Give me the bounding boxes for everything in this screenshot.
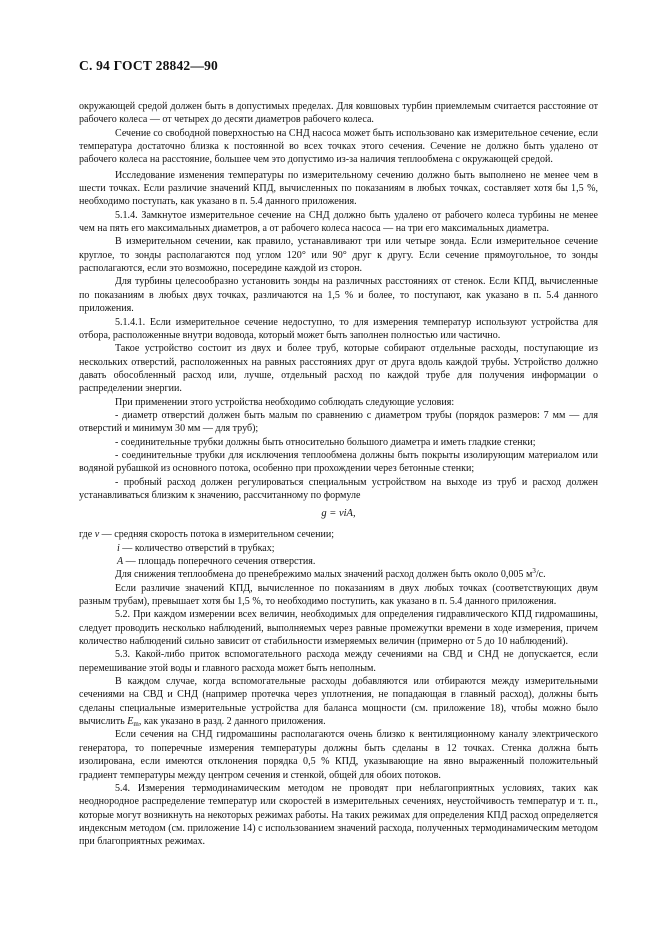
- list-item: - соединительные трубки для исключения теплообмена должны быть покрыты изолирующим материалом или водяной рубашкой из основного потока, особенно при прохождении через бетонные стенки;: [79, 449, 598, 475]
- definition-text: — количество отверстий в трубках;: [119, 542, 275, 554]
- where-prefix: где: [79, 529, 95, 541]
- page-header: С. 94 ГОСТ 28842—90: [79, 58, 218, 73]
- paragraph-text: , как указано в разд. 2 данного приложения.: [138, 716, 326, 728]
- document-page: [79, 58, 598, 849]
- paragraph: 5.3. Какой-либо приток вспомогательного расхода между сечениями на СВД и СНД не допускается, если перемешивание этой воды и главного расхода может быть неполным.: [79, 649, 598, 674]
- paragraph: Исследование изменения температуры по измерительному сечению должно быть выполнено не менее чем в шести точках. Если различие значений КПД, вычисленных по показаниям в любых точках, составляет хотя бы 1,5 %, необходимо поступать, как указано в п. 5.4 данного приложения.: [79, 169, 598, 208]
- list-item: - пробный расход должен регулироваться специальным устройством на выходе из труб и расход должен устанавливаться близким к значению, рассчитанному по формуле: [79, 476, 598, 501]
- symbol-v: v: [94, 529, 100, 541]
- paragraph: [79, 675, 598, 728]
- subscript: m: [133, 720, 139, 729]
- formula: g = viA,: [321, 508, 356, 520]
- list-item: - соединительные трубки должны быть относительно большого диаметра и иметь гладкие стенки;: [115, 436, 536, 448]
- paragraph: В измерительном сечении, как правило, устанавливают три или четыре зонда. Если измерительное сечение круглое, то зонды располагаются под углом 120° или 90° друг к другу. Если сечение прямоугольное, то зонды располагаются, если это возможно, посередине каждой из сторон.: [79, 236, 598, 275]
- paragraph: 5.1.4.1. Если измерительное сечение недоступно, то для измерения температур используют устройства для отбора, расположенные внутри водовода, который может быть заполнен полностью или частично.: [79, 316, 598, 341]
- list-item: - диаметр отверстий должен быть малым по сравнению с диаметром трубы (порядок размеров: 7 мм — для отверстий и минимум 30 мм — для труб);: [79, 409, 598, 435]
- definition-text: — средняя скорость потока в измерительном сечении;: [99, 529, 335, 541]
- definition-line: [79, 528, 598, 541]
- paragraph: Для турбины целесообразно установить зонды на различных расстояниях от стенок. Если КПД, вычисленные по показаниям в любых двух точках, различаются на 1,5 % и более, то поступают, как указано в п. 5.4 данного приложения.: [79, 276, 598, 315]
- definition-line: [79, 555, 598, 568]
- paragraph-text: Для снижения теплообмена до пренебрежимо малых значений расход должен быть около 0,005 м: [115, 569, 533, 581]
- superscript: 3: [532, 567, 536, 576]
- paragraph: Сечение со свободной поверхностью на СНД насоса может быть использовано как измерительное сечение, если температура достаточно близка к постоянной во всех точках этого сечения. Сечение не должно быть удалено от рабочего колеса на расстояние, большее чем это допустимо из-за наличия теплообмена с окружающей средой.: [79, 127, 598, 166]
- symbol-i: i: [117, 542, 120, 554]
- paragraph-text: /с.: [535, 569, 546, 581]
- paragraph: 5.4. Измерения термодинамическим методом не проводят при неблагоприятных условиях, таких как неоднородное распределение температур или скоростей в измерительных сечениях, неустойчивость температур и т. п., которые могут возникнуть на некоторых режимах работы. На таких режимах для определения КПД расход определяется индексным методом (см. приложение 14) с использованием значений расхода, полученных термодинамическим методом при благоприятных режимах.: [79, 782, 598, 848]
- paragraph: окружающей средой должен быть в допустимых пределах. Для ковшовых турбин приемлемым считается расстояние от рабочего колеса — от четырех до десяти диаметров рабочего колеса.: [79, 101, 598, 126]
- paragraph: Если различие значений КПД, вычисленное по показаниям в двух любых точках (соответствующих двум разным трубам), превышает хотя бы 1,5 %, то необходимо поступить, как указано в п. 5.4 данного приложения.: [79, 582, 598, 608]
- paragraph-text: В каждом случае, когда вспомогательные расходы добавляются или отбираются между измерительными сечениями на СВД и СНД (например протечка через уплотнения, не попадающая в главный расход), должны быть сделаны специальные измерительные устройства для баланса мощности (см. приложение 18), чтобы можно было вычислить: [79, 676, 598, 728]
- paragraph: 5.1.4. Замкнутое измерительное сечение на СНД должно быть удалено от рабочего колеса турбины не менее чем на пять его максимальных диаметров, а от рабочего колеса насоса — на три его максимальных диаметра.: [79, 209, 598, 235]
- paragraph: При применении этого устройства необходимо соблюдать следующие условия:: [115, 396, 455, 408]
- paragraph: 5.2. При каждом измерении всех величин, необходимых для определения гидравлического КПД гидромашины, следует проводить несколько наблюдений, выполняемых через равные промежутки времени в ходе измерения, причем количество наблюдений сильно зависит от стабильности измеряемых величин (примерно от 5 до 10 наблюдений).: [79, 609, 598, 648]
- symbol-a: A: [117, 556, 124, 567]
- definition-line: [79, 542, 598, 555]
- paragraph: Если сечения на СНД гидромашины располагаются очень близко к вентиляционному каналу электрического генератора, то поперечные измерения температуры должны быть сделаны в 12 точках. Стенка должна быть изолирована, если имеются отклонения порядка 0,5 % КПД, указывающие на явно выраженный положительный градиент температуры между центром сечения и стенкой, общей для обоих потоков.: [79, 729, 598, 781]
- paragraph: [79, 568, 598, 581]
- paragraph: Такое устройство состоит из двух и более труб, которые собирают отдельные расходы, поступающие из нескольких отверстий, расположенных на равных расстояниях друг от друга вдоль каждой трубы. Устройство должно давать обособленный расход или, лучше, отдельный расход по каждой трубе для получения информации о распределении энергии.: [79, 343, 598, 395]
- symbol-e: E: [127, 716, 134, 728]
- document-body: [79, 100, 598, 849]
- definition-text: — площадь поперечного сечения отверстия.: [123, 556, 316, 567]
